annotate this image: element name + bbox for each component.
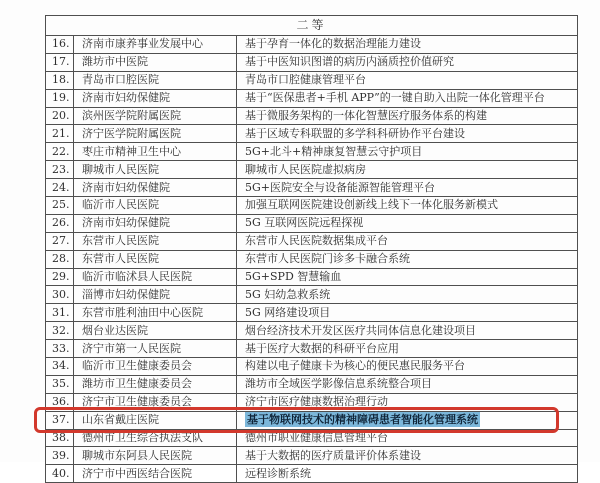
highlighted-project-text: 基于物联网技术的精神障碍患者智能化管理系统: [247, 413, 478, 427]
row-number: 18.: [46, 71, 74, 89]
project-name: 德州市职业健康信息管理平台: [237, 429, 578, 447]
table-row: [46, 161, 578, 179]
table-row: [46, 71, 578, 89]
table-row: [46, 214, 578, 232]
project-name: 基于“医保患者+手机 APP”的一键自助入出院一体化管理平台: [237, 89, 578, 107]
project-name: 东营市人民医院数据集成平台: [237, 232, 578, 250]
project-name: 烟台经济技术开发区医疗共同体信息化建设项目: [237, 322, 578, 340]
project-name: 基于孕育一体化的数据治理能力建设: [237, 36, 578, 54]
table-row: [46, 393, 578, 411]
org-name: 聊城市人民医院: [74, 161, 237, 179]
table-row: [46, 340, 578, 358]
org-name: 德州市卫生综合执法支队: [74, 429, 237, 447]
row-number: 30.: [46, 286, 74, 304]
table-row: [46, 107, 578, 125]
row-number: 22.: [46, 143, 74, 161]
row-number: 17.: [46, 53, 74, 71]
row-number: 16.: [46, 36, 74, 54]
group-header-label: 二等: [46, 16, 578, 36]
org-name: 东营市胜利油田中心医院: [74, 304, 237, 322]
org-name: 济南市康养事业发展中心: [74, 36, 237, 54]
org-name: 山东省戴庄医院: [74, 411, 237, 429]
org-name: 潍坊市卫生健康委员会: [74, 375, 237, 393]
org-name: 青岛市口腔医院: [74, 71, 237, 89]
row-number: 20.: [46, 107, 74, 125]
org-name: 临沂市卫生健康委员会: [74, 358, 237, 376]
project-name: 5G+北斗+精神康复智慧云守护项目: [237, 143, 578, 161]
project-name: 基于大数据的医疗质量评价体系建设: [237, 447, 578, 465]
row-number: 26.: [46, 214, 74, 232]
table-row: [46, 197, 578, 215]
org-name: 烟台业达医院: [74, 322, 237, 340]
table-group-header-row: [46, 16, 578, 36]
row-number: 35.: [46, 375, 74, 393]
table-row: [46, 358, 578, 376]
row-number: 36.: [46, 393, 74, 411]
org-name: 东营市人民医院: [74, 232, 237, 250]
table-row: [46, 179, 578, 197]
org-name: 济宁市中西医结合医院: [74, 465, 237, 483]
project-name: 基于中医知识图谱的病历内涵质控价值研究: [237, 53, 578, 71]
project-name: 基于微服务架构的一体化智慧医疗服务体系的构建: [237, 107, 578, 125]
row-number: 37.: [46, 411, 74, 429]
project-name: 5G 互联网医院远程探视: [237, 214, 578, 232]
row-number: 28.: [46, 250, 74, 268]
row-number: 32.: [46, 322, 74, 340]
table-row: [46, 268, 578, 286]
row-number: 39.: [46, 447, 74, 465]
table-row: [46, 36, 578, 54]
org-name: 枣庄市精神卫生中心: [74, 143, 237, 161]
table-row: [46, 89, 578, 107]
org-name: 淄博市妇幼保健院: [74, 286, 237, 304]
org-name: 济南市妇幼保健院: [74, 179, 237, 197]
row-number: 38.: [46, 429, 74, 447]
project-name: 济宁市医疗健康数据治理行动: [237, 393, 578, 411]
org-name: 聊城市东阿县人民医院: [74, 447, 237, 465]
project-name: 5G 网络建设项目: [237, 304, 578, 322]
project-name: 加强互联网医院建设创新线上线下一体化服务新模式: [237, 197, 578, 215]
table-row: [46, 322, 578, 340]
project-name: 构建以电子健康卡为核心的便民惠民服务平台: [237, 358, 578, 376]
table-row: [46, 447, 578, 465]
project-name: 潍坊市全域医学影像信息系统整合项目: [237, 375, 578, 393]
table-row: [46, 143, 578, 161]
table-row: [46, 304, 578, 322]
org-name: 济宁市第一人民医院: [74, 340, 237, 358]
row-number: 25.: [46, 197, 74, 215]
project-name: 基于医疗大数据的科研平台应用: [237, 340, 578, 358]
table-row: [46, 53, 578, 71]
org-name: 济宁市卫生健康委员会: [74, 393, 237, 411]
table-row: [46, 286, 578, 304]
row-number: 40.: [46, 465, 74, 483]
project-name: 5G+医院安全与设备能源智能管理平台: [237, 179, 578, 197]
row-number: 33.: [46, 340, 74, 358]
row-number: 31.: [46, 304, 74, 322]
row-number: 29.: [46, 268, 74, 286]
org-name: 临沂市临沭县人民医院: [74, 268, 237, 286]
row-number: 34.: [46, 358, 74, 376]
project-name: 5G+SPD 智慧输血: [237, 268, 578, 286]
row-number: 19.: [46, 89, 74, 107]
project-name: 聊城市人民医院虚拟病房: [237, 161, 578, 179]
org-name: 济南市妇幼保健院: [74, 89, 237, 107]
project-name: 东营市人民医院门诊多卡融合系统: [237, 250, 578, 268]
table-row: [46, 250, 578, 268]
project-name: 远程诊断系统: [237, 465, 578, 483]
table-row: [46, 465, 578, 483]
table-row: [46, 232, 578, 250]
org-name: 济宁医学院附属医院: [74, 125, 237, 143]
org-name: 潍坊市中医院: [74, 53, 237, 71]
project-name: [237, 411, 578, 429]
project-name: 基于区域专科联盟的多学科科研协作平台建设: [237, 125, 578, 143]
project-name: 5G 妇幼急救系统: [237, 286, 578, 304]
org-name: 滨州医学院附属医院: [74, 107, 237, 125]
row-number: 24.: [46, 179, 74, 197]
table-row: [46, 429, 578, 447]
table-row: [46, 375, 578, 393]
row-number: 21.: [46, 125, 74, 143]
org-name: 东营市人民医院: [74, 250, 237, 268]
row-number: 23.: [46, 161, 74, 179]
row-number: 27.: [46, 232, 74, 250]
award-table: [45, 15, 578, 483]
table-row: [46, 411, 578, 429]
org-name: 临沂市人民医院: [74, 197, 237, 215]
project-name: 青岛市口腔健康管理平台: [237, 71, 578, 89]
org-name: 济南市妇幼保健院: [74, 214, 237, 232]
table-row: [46, 125, 578, 143]
